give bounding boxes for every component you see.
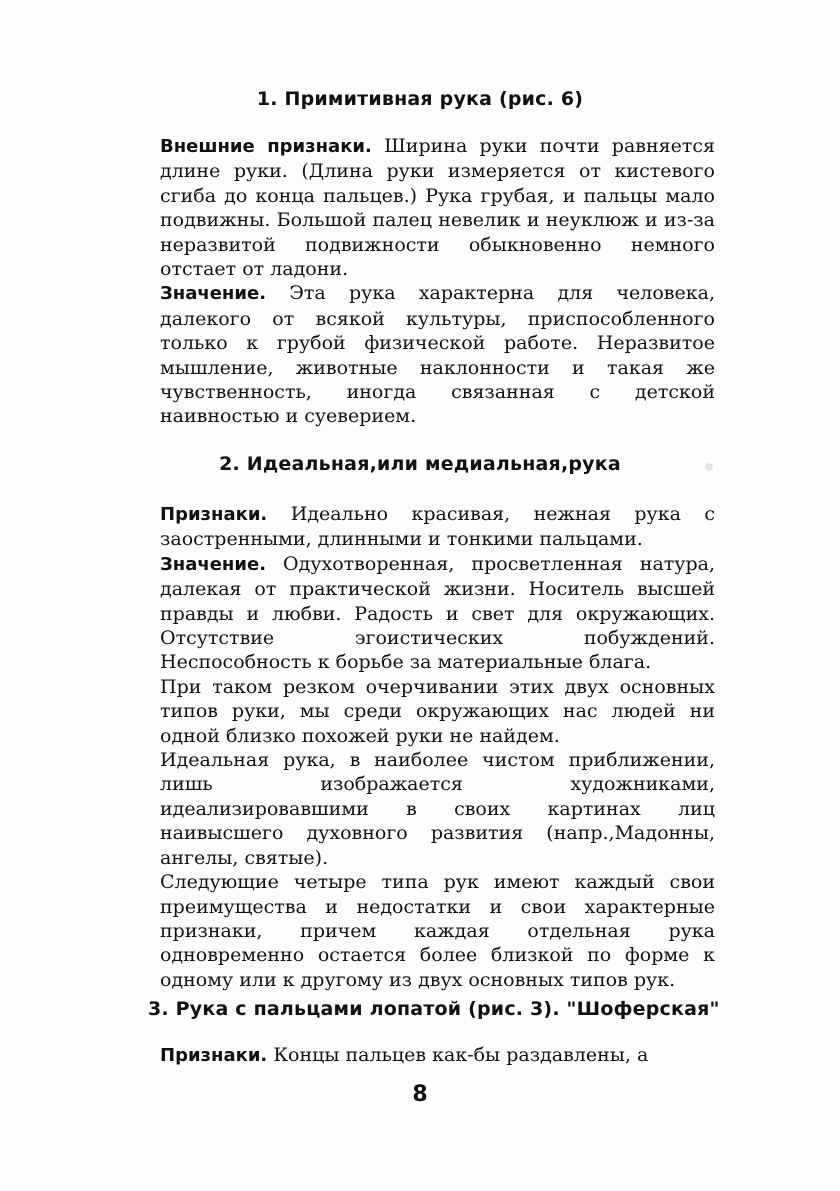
paragraph-signs	[160, 502, 715, 552]
paragraph-text: При таком резком очерчивании этих двух основных типов руки, мы среди окружающих нас людей ни одной близко похожей руки не найдем.	[160, 675, 715, 747]
section-heading-spatulate-hand: 3. Рука с пальцами лопатой (рис. 3). "Шоферская"	[148, 998, 720, 1020]
paragraph-lead: Значение.	[160, 553, 267, 575]
section-heading-ideal-hand: 2. Идеальная,или медиальная,рука	[219, 453, 621, 475]
paragraph-external-signs	[160, 134, 715, 281]
paragraph-text: Одухотворенная, просветленная натура, далекая от практической жизни. Носитель высшей правды и любви. Радость и свет для окружающих. Отсутствие эгоистических побуждений. Неспособность к борьбе за материальные блага.	[160, 552, 715, 674]
paragraph-lead: Признаки.	[160, 504, 268, 525]
paragraph-text: Идеальная рука, в наиболее чистом приближении, лишь изображается художниками, идеализировавшими в своих картинах лиц наивысшего духовного развития (напр.,Мадонны, ангелы, святые).	[160, 749, 715, 869]
paragraph-text: Следующие четыре типа рук имеют каждый свои преимущества и недостатки и свои характерные признаки, причем каждая отдельная рука одновременно остается более близкой по форме к одному или к другому из двух основных типов рук.	[160, 871, 715, 991]
paragraph-ideal-depiction	[160, 748, 715, 870]
section-heading-primitive-hand: 1. Примитивная рука (рис. 6)	[256, 88, 584, 110]
paragraph-four-types	[160, 870, 715, 992]
paragraph-lead: Значение.	[160, 283, 267, 305]
page-number: 8	[412, 1082, 428, 1107]
section-primitive-hand	[160, 134, 715, 429]
paragraph-two-types	[160, 675, 715, 748]
paragraph-text: Идеально красивая, нежная рука с заостренными, длинными и тонкими пальцами.	[160, 503, 715, 551]
paragraph-text: Ширина руки почти равняется длине руки. (Длина руки измеряется от кистевого сгиба до конца пальцев.) Рука грубая, и пальцы мало подвижны. Большой палец невелик и неуклюж и из-за неразвитой подвижности обыкновенно немного отстает от ладони.	[160, 135, 715, 281]
section-spatulate-hand	[160, 1043, 715, 1068]
paragraph-text: Эта рука характерна для человека, далекого от всякой культуры, приспособленного только к грубой физической работе. Неразвитое мышление, животные наклонности и такая же чувственность, иногда связанная с детской наивностью и суеверием.	[160, 282, 715, 428]
paragraph-lead: Признаки.	[160, 1045, 268, 1066]
paragraph-lead: Внешние признаки.	[160, 136, 372, 157]
scan-smudge	[705, 463, 713, 471]
paragraph-text: Концы пальцев как-бы раздавлены, а	[267, 1044, 649, 1066]
paragraph-meaning	[160, 552, 715, 675]
paragraph-meaning	[160, 281, 715, 428]
paragraph-signs	[160, 1043, 715, 1068]
section-ideal-hand	[160, 502, 715, 992]
